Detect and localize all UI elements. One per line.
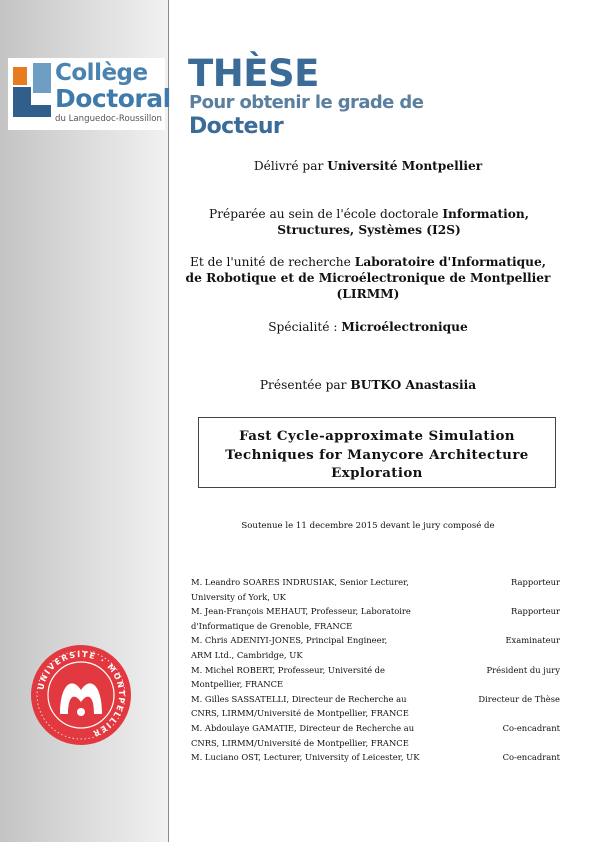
- jury-member-role: Co-encadrant: [502, 722, 560, 733]
- jury-member: [191, 750, 562, 765]
- presented-prefix: Présentée par: [259, 378, 347, 392]
- delivered-by: [178, 158, 558, 174]
- defense-statement: Soutenue le 11 decembre 2015 devant le jury composé de: [241, 521, 495, 531]
- jury-member-name: M. Gilles SASSATELLI, Directeur de Recherche au CNRS, LIRMM/Université de Montpellier, FRANCE: [191, 693, 409, 719]
- jury-member-name: M. Michel ROBERT, Professeur, Université de Montpellier, FRANCE: [191, 664, 385, 690]
- jury-member-role: Co-encadrant: [502, 752, 560, 763]
- jury-member: [191, 692, 562, 721]
- jury-member: [191, 721, 562, 750]
- jury-member-role: Président du jury: [486, 664, 560, 675]
- unit-prefix: Et de l'unité de recherche: [189, 255, 351, 269]
- these-title: THÈSE: [188, 52, 319, 95]
- college-doctoral-logo: [8, 58, 171, 130]
- logo-line-2: Doctoral: [55, 84, 171, 113]
- research-unit: [182, 254, 554, 302]
- thesis-title-line-3: Exploration: [331, 465, 423, 481]
- jury-list: [191, 575, 562, 765]
- delivered-value: Université Montpellier: [327, 159, 483, 173]
- specialty-prefix: Spécialité :: [268, 320, 338, 334]
- jury-member-name: M. Chris ADENIYI-JONES, Principal Engineer, ARM Ltd., Cambridge, UK: [191, 635, 388, 660]
- logo-mark-icon: [11, 61, 53, 121]
- logo-subtitle: du Languedoc-Roussillon: [55, 114, 162, 124]
- university-seal-icon: [30, 644, 132, 746]
- seal-text: UNIVERSITÉ · MONTPELLIER: [36, 649, 127, 739]
- sidebar-band: [0, 0, 169, 842]
- specialty: [178, 319, 558, 335]
- jury-member-name: M. Leandro SOARES INDRUSIAK, Senior Lecturer, University of York, UK: [191, 577, 409, 602]
- doctoral-school: [188, 206, 550, 238]
- these-subtitle-line-2: Docteur: [189, 114, 284, 139]
- jury-member: [191, 575, 562, 604]
- delivered-prefix: Délivré par: [253, 159, 324, 173]
- jury-member-role: Examinateur: [505, 635, 560, 646]
- presented-value: BUTKO Anastasiia: [350, 378, 477, 392]
- thesis-title-line-1: Fast Cycle-approximate Simulation: [239, 428, 515, 444]
- jury-member-role: Rapporteur: [511, 606, 560, 617]
- logo-line-1: Collège: [55, 60, 148, 86]
- thesis-title-line-2: Techniques for Manycore Architecture: [225, 446, 529, 463]
- jury-member: [191, 633, 562, 662]
- jury-member-name: M. Jean-François MEHAUT, Professeur, Laboratoire d'Informatique de Grenoble, FRANCE: [191, 606, 411, 631]
- jury-member-role: Directeur de Thèse: [478, 693, 560, 704]
- presented-by: [178, 377, 558, 393]
- these-subtitle-line-1: Pour obtenir le grade de: [189, 92, 424, 113]
- jury-member: [191, 663, 562, 692]
- jury-member: [191, 604, 562, 633]
- jury-member-role: Rapporteur: [511, 577, 560, 587]
- thesis-title-box: [198, 417, 556, 488]
- school-prefix: Préparée au sein de l'école doctorale: [209, 207, 439, 221]
- jury-member-name: M. Abdoulaye GAMATIE, Directeur de Recherche au CNRS, LIRMM/Université de Montpellier, FRANCE: [191, 722, 415, 748]
- jury-member-name: M. Luciano OST, Lecturer, University of Leicester, UK: [191, 752, 420, 763]
- unit-value: Laboratoire d'Informatique, de Robotique et de Microélectronique de Montpellier (LIRMM): [185, 255, 551, 301]
- school-value: Information, Structures, Systèmes (I2S): [277, 207, 529, 237]
- specialty-value: Microélectronique: [341, 320, 468, 334]
